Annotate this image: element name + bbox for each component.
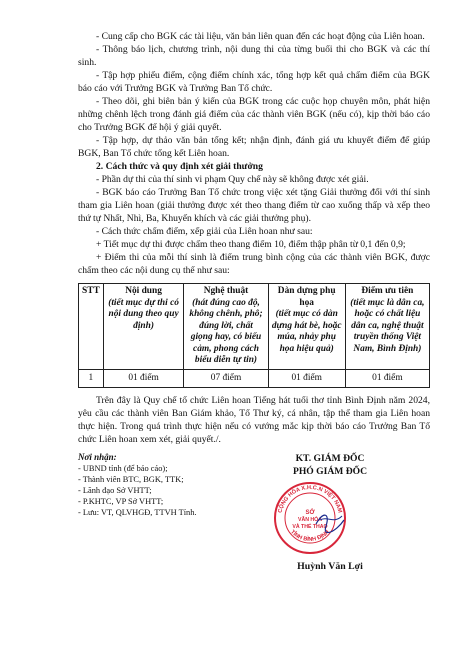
- table-cell: 07 điểm: [184, 369, 268, 388]
- paragraph-1: - Cung cấp cho BGK các tài liệu, văn bản liên quan đến các hoạt động của Liên hoan.: [96, 31, 425, 42]
- seal-stamp-icon: [272, 480, 348, 556]
- signer-name: Huỳnh Văn Lợi: [297, 561, 363, 572]
- table-cell: 01 điểm: [345, 369, 429, 388]
- paragraph-3: - Tập hợp phiếu điểm, cộng điểm chính xác, tổng hợp kết quả chấm điểm của BGK báo cáo với Trưởng BGK và Trưởng Ban Tổ chức.: [78, 70, 430, 94]
- table-header-cell: Dàn dựng phụ họa (tiết mục có dàn dựng hát bè, hoặc múa, nhảy phụ họa hiệu quả): [268, 284, 345, 370]
- table-header-cell: STT: [79, 284, 104, 370]
- table-header-cell: Điểm ưu tiên (tiết mục là dân ca, hoặc có chất liệu dân ca, nghệ thuật truyền thống Việt Nam, Bình Định): [345, 284, 429, 370]
- table-cell: 01 điểm: [103, 369, 184, 388]
- svg-text:VĂN HÓA: VĂN HÓA: [298, 517, 322, 523]
- svg-text:TỈNH BÌNH ĐỊNH: TỈNH BÌNH ĐỊNH: [289, 529, 331, 543]
- paragraph-9: + Tiết mục dự thi được chấm theo thang điểm 10, điểm thập phân từ 0,1 đến 0,9;: [96, 239, 406, 250]
- table-header-row: [79, 284, 430, 370]
- signer-title-2: PHÓ GIÁM ĐỐC: [292, 466, 368, 477]
- paragraph-2: - Thông báo lịch, chương trình, nội dung thi của từng buổi thi cho BGK và các thí sinh.: [78, 44, 430, 68]
- recipient-item: - UBND tỉnh (để báo cáo);: [78, 464, 168, 473]
- table-cell: 1: [79, 369, 104, 388]
- svg-text:VÀ THỂ THAO: VÀ THỂ THAO: [292, 524, 328, 530]
- paragraph-8: - Cách thức chấm điểm, xếp giải của Liên hoan như sau:: [96, 226, 313, 237]
- scoring-table: [78, 283, 430, 388]
- svg-text:SỞ: SỞ: [305, 510, 315, 516]
- table-row: [79, 369, 430, 388]
- recipient-item: - P.KHTC, VP Sở VHTT;: [78, 497, 164, 506]
- paragraph-6: - Phần dự thi của thí sinh vi phạm Quy chế này sẽ không được xét giải.: [96, 174, 369, 185]
- signer-title-1: KT. GIÁM ĐỐC: [295, 453, 365, 464]
- official-seal: [230, 478, 430, 556]
- closing-paragraph: Trên đây là Quy chế tổ chức Liên hoan Tiếng hát tuổi thơ tỉnh Bình Định năm 2024, yêu cầu các thành viên Ban Giám khảo, Tổ Thư ký, cá nhân, tập thể tham gia Liên hoan thực hiện. Trong quá trình thực hiện nếu có vướng mắc kịp thời báo cáo Trưởng Ban Tổ chức Liên hoan xem xét, giải quyết./.: [78, 395, 430, 445]
- recipients-title: Nơi nhận:: [78, 452, 117, 462]
- paragraph-10: + Điểm thi của mỗi thí sinh là điểm trung bình cộng của các thành viên BGK, được chấm theo các nội dung cụ thể như sau:: [78, 252, 430, 276]
- paragraph-7: - BGK báo cáo Trưởng Ban Tổ chức trong việc xét tặng Giải thưởng đối với thí sinh tham gia Liên hoan (giải thưởng được xét theo thang điểm từ cao xuống thấp và xếp theo thứ tự Nhất, Nhì, Ba, Khuyến khích và các giải thưởng phụ).: [78, 187, 430, 224]
- paragraph-5: - Tập hợp, dự thảo văn bản tổng kết; nhận định, đánh giá ưu khuyết điểm để giúp BGK, Ban Tổ chức tổng kết Liên hoan.: [78, 135, 430, 159]
- table-cell: 01 điểm: [268, 369, 345, 388]
- table-header-cell: Nghệ thuật (hát đúng cao độ, không chênh, phô; đúng lời, chất giọng hay, có biểu cảm, phong cách biểu diễn tự tin): [184, 284, 268, 370]
- paragraph-4: - Theo dõi, ghi biên bản ý kiến của BGK trong các cuộc họp chuyên môn, phát hiện những chênh lệch trong đánh giá điểm của các thành viên BGK (nếu có), kịp thời báo cáo cho Trưởng BGK để hội ý giải quyết.: [78, 96, 430, 133]
- section-heading: 2. Cách thức và quy định xét giải thưởng: [96, 161, 263, 172]
- document-footer: [78, 452, 430, 602]
- svg-text:CỘNG HÒA X.H.C.N VIỆT NAM: CỘNG HÒA X.H.C.N VIỆT NAM: [277, 484, 343, 514]
- recipient-item: - Thành viên BTC, BGK, TTK;: [78, 475, 184, 484]
- recipient-item: - Lưu: VT, QLVHGĐ, TTVH Tỉnh.: [78, 508, 197, 517]
- table-header-cell: Nội dung (tiết mục dự thi có nội dung theo quy định): [103, 284, 184, 370]
- signature-block: [230, 452, 430, 573]
- recipient-item: - Lãnh đạo Sở VHTT;: [78, 486, 152, 495]
